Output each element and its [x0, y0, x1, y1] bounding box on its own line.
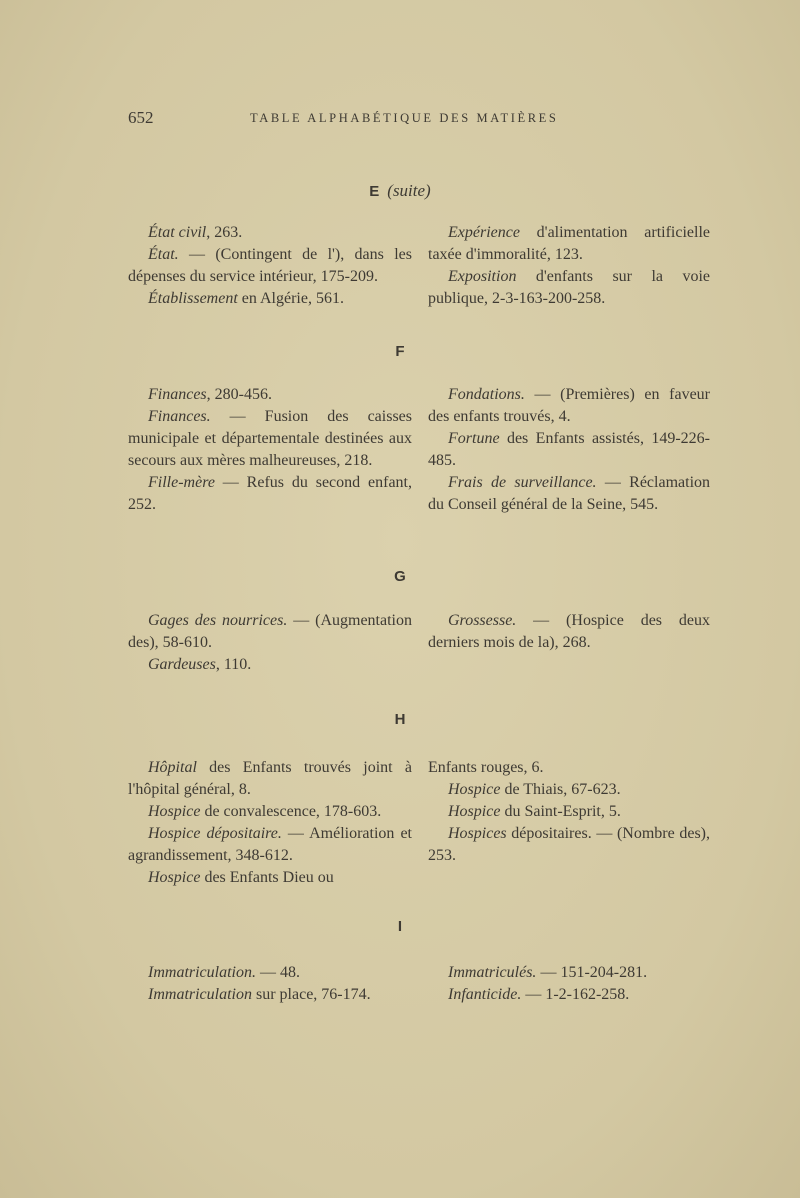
- index-term: Hospice: [448, 781, 501, 798]
- index-entry: [428, 472, 710, 516]
- index-text: — Fusion des caisses municipale et départementale destinées aux secours aux mères malheureuses, 218.: [128, 408, 412, 469]
- section-heading-h: [0, 711, 800, 728]
- section-f-right-column: [428, 384, 710, 516]
- index-entry: [128, 610, 412, 654]
- section-heading-e: [0, 181, 800, 201]
- index-entry: [428, 384, 710, 428]
- index-entry: [128, 406, 412, 472]
- index-term: Gardeuses: [148, 656, 216, 673]
- section-letter: E: [369, 183, 380, 200]
- index-entry: [128, 823, 412, 867]
- running-title: TABLE ALPHABÉTIQUE DES MATIÈRES: [250, 111, 559, 125]
- index-entry: [428, 962, 710, 984]
- section-h-left-column: [128, 757, 412, 889]
- section-h-right-column: [428, 757, 710, 867]
- index-term: Établissement: [148, 290, 238, 307]
- section-suffix: (suite): [387, 181, 431, 200]
- index-entry: [128, 984, 412, 1006]
- index-entry: [128, 654, 412, 676]
- section-letter: F: [395, 343, 405, 360]
- index-text: Enfants rouges, 6.: [428, 759, 544, 776]
- section-e-left-column: [128, 222, 412, 310]
- index-term: Infanticide.: [448, 986, 522, 1003]
- index-term: Hôpital: [148, 759, 197, 776]
- index-entry: [428, 779, 710, 801]
- index-text: en Algérie, 561.: [237, 290, 344, 307]
- index-term: Gages des nourrices.: [148, 612, 288, 629]
- index-entry: [128, 288, 412, 310]
- index-entry: [428, 428, 710, 472]
- index-entry: [128, 867, 412, 889]
- index-term: Hospice: [148, 869, 201, 886]
- index-entry: [128, 384, 412, 406]
- index-entry: [428, 610, 710, 654]
- index-term: Hospice dépositaire.: [148, 825, 282, 842]
- index-text: du Saint-Esprit, 5.: [500, 803, 621, 820]
- index-entry: [428, 823, 710, 867]
- index-text: des Enfants Dieu ou: [200, 869, 334, 886]
- index-text: des Enfants trouvés joint à l'hôpital général, 8.: [128, 759, 412, 798]
- index-text: — (Contingent de l'), dans les dépenses du service intérieur, 175-209.: [128, 246, 412, 285]
- index-term: Finances.: [148, 408, 211, 425]
- index-text: de Thiais, 67-623.: [500, 781, 621, 798]
- index-text: — (Augmentation des), 58-610.: [128, 612, 412, 651]
- index-entry: [128, 962, 412, 984]
- index-term: Finances: [148, 386, 207, 403]
- index-entry: [428, 266, 710, 310]
- index-entry: [428, 801, 710, 823]
- section-letter: I: [397, 918, 403, 935]
- section-g-right-column: [428, 610, 710, 654]
- section-heading-f: [0, 343, 800, 360]
- index-entry: [428, 757, 710, 779]
- index-term: Expérience: [448, 224, 520, 241]
- index-text: dépositaires. — (Nombre des), 253.: [428, 825, 710, 864]
- section-g-left-column: [128, 610, 412, 676]
- section-heading-g: [0, 568, 800, 585]
- index-term: Hospice: [448, 803, 501, 820]
- index-text: — 151-204-281.: [536, 964, 648, 981]
- index-term: Grossesse.: [448, 612, 517, 629]
- index-entry: [428, 222, 710, 266]
- index-term: Exposition: [448, 268, 517, 285]
- index-entry: [428, 984, 710, 1006]
- section-letter: G: [394, 568, 406, 585]
- index-term: Fondations.: [448, 386, 525, 403]
- index-term: Fortune: [448, 430, 500, 447]
- index-text: — Amélioration et agrandissement, 348-612.: [128, 825, 412, 864]
- index-text: — 48.: [256, 964, 300, 981]
- index-entry: [128, 472, 412, 516]
- index-term: Hospices: [448, 825, 507, 842]
- index-term: Immatriculation.: [148, 964, 256, 981]
- section-letter: H: [394, 711, 406, 728]
- index-text: — (Hospice des deux derniers mois de la), 268.: [428, 612, 710, 651]
- index-entry: [128, 244, 412, 288]
- index-term: Hospice: [148, 803, 201, 820]
- section-heading-i: [0, 918, 800, 935]
- index-text: — (Premières) en faveur des enfants trouvés, 4.: [428, 386, 710, 425]
- index-text: de convalescence, 178-603.: [200, 803, 382, 820]
- page-number: 652: [128, 108, 154, 127]
- index-term: Immatriculation: [148, 986, 252, 1003]
- index-text: , 280-456.: [206, 386, 272, 403]
- index-text: , 110.: [215, 656, 252, 673]
- index-term: État civil: [148, 224, 207, 241]
- index-text: sur place, 76-174.: [252, 986, 371, 1003]
- section-i-right-column: [428, 962, 710, 1006]
- index-text: — 1-2-162-258.: [521, 986, 630, 1003]
- index-text: , 263.: [206, 224, 243, 241]
- index-term: État.: [148, 246, 179, 263]
- index-term: Immatriculés.: [448, 964, 537, 981]
- index-term: Frais de surveillance.: [448, 474, 597, 491]
- index-text: des Enfants assistés, 149-226-485.: [428, 430, 710, 469]
- section-f-left-column: [128, 384, 412, 516]
- index-term: Fille-mère: [148, 474, 215, 491]
- section-e-right-column: [428, 222, 710, 310]
- index-text: d'enfants sur la voie publique, 2-3-163-200-258.: [428, 268, 710, 307]
- section-i-left-column: [128, 962, 412, 1006]
- index-entry: [128, 757, 412, 801]
- index-text: — Refus du second enfant, 252.: [128, 474, 412, 513]
- page-header: [128, 108, 688, 132]
- index-entry: [128, 801, 412, 823]
- index-text: — Réclamation du Conseil général de la Seine, 545.: [428, 474, 711, 513]
- index-entry: [128, 222, 412, 244]
- index-text: d'alimentation artificielle taxée d'immoralité, 123.: [428, 224, 710, 263]
